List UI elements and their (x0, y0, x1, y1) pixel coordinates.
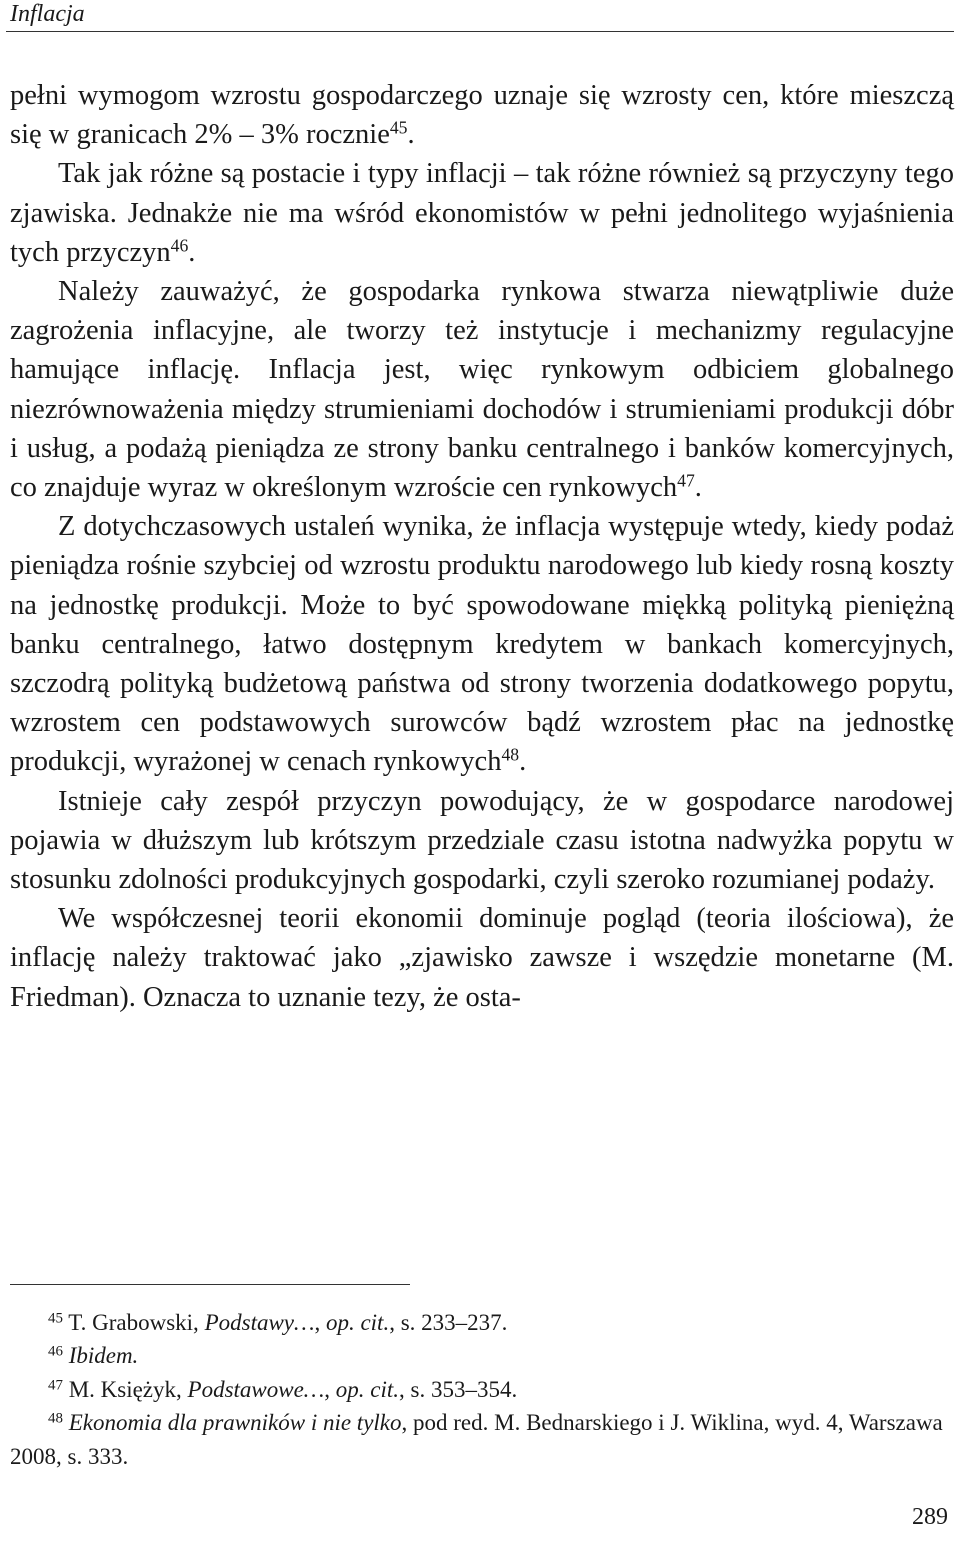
footnotes (10, 1306, 954, 1473)
paragraph-tail: . (188, 236, 196, 268)
paragraph-text: Istnieje cały zespół przyczyn powodujący, że w gospodarce narodowej pojawia w dłuższym lub krótszym przedziale czasu istotna nadwyżka popytu w stosunku zdolności produkcyjnych gospodarki, czyli szeroko rozumianej podaży. (10, 785, 954, 896)
footnote-number: 47 (48, 1377, 63, 1394)
footnote-ref: 48 (501, 744, 520, 765)
footnote-48 (10, 1406, 954, 1473)
paragraph-2 (10, 154, 954, 272)
footnote-number: 46 (48, 1343, 63, 1360)
footnote-opcit: op. cit. (325, 1310, 390, 1335)
footnote-title: Podstawy… (204, 1310, 315, 1335)
footnote-text: T. Grabowski, (68, 1310, 205, 1335)
footnote-title: Podstawowe… (187, 1376, 325, 1402)
footnote-title: Ekonomia dla prawników i nie tylko (68, 1410, 402, 1436)
footnote-47 (10, 1373, 954, 1406)
header-rule (6, 31, 954, 32)
footnote-number: 45 (48, 1310, 63, 1327)
paragraph-text: Z dotychczasowych ustaleń wynika, że inflacja występuje wtedy, kiedy podaż pieniądza rośnie szybciej od wzrostu produktu narodowego lub kiedy rosną koszty na jednostkę produkcji. Może to być spowodowane miękką polityką pieniężną banku centralnego, łatwo dostępnym kredytem w bankach komercyjnych, szczodrą polityką budżetową państwa od strony tworzenia dodatkowego popytu, wzrostem cen podstawowych surowców bądź wzrostem płac na jednostkę produkcji, wyrażonej w cenach rynkowych (10, 511, 954, 778)
footnote-opcit: op. cit. (335, 1376, 399, 1402)
footnote-ref: 45 (389, 117, 408, 138)
footnote-text: M. Księżyk, (68, 1376, 188, 1402)
footnote-46 (10, 1339, 954, 1372)
footnote-title: Ibidem. (68, 1343, 139, 1369)
paragraph-5 (10, 782, 954, 900)
footnote-45 (10, 1306, 954, 1339)
paragraph-tail: . (694, 472, 702, 504)
paragraph-4 (10, 507, 954, 781)
paragraph-3 (10, 272, 954, 507)
footnote-sep: , (314, 1310, 326, 1335)
paragraph-tail: . (519, 746, 527, 778)
body-text (10, 76, 954, 1017)
paragraph-text: pełni wymogom wzrostu gospodarczego uznaje się wzrosty cen, które mieszczą się w granicach 2% – 3% rocznie (10, 80, 954, 151)
footnote-rule (10, 1284, 410, 1285)
running-header: Inflacja (10, 1, 85, 27)
footnote-pages: , s. 233–237. (389, 1310, 508, 1335)
paragraph-text: Tak jak różne są postacie i typy inflacji – tak różne również są przyczyny tego zjawiska. Jednakże nie ma wśród ekonomistów w pełni jednolitego wyjaśnienia tych przyczyn (10, 158, 954, 268)
paragraph-1 (10, 76, 954, 154)
footnote-pages: , s. 353–354. (399, 1376, 518, 1402)
footnote-number: 48 (48, 1410, 63, 1427)
footnote-ref: 47 (677, 470, 695, 491)
paragraph-text: We współczesnej teorii ekonomii dominuje pogląd (teoria ilościowa), że inflację należy traktować jako „zjawisko zawsze i wszędzie monetarne (M. Friedman). Oznacza to uznanie tezy, że osta- (10, 903, 954, 1013)
paragraph-tail: . (407, 119, 415, 151)
paragraph-text: Należy zauważyć, że gospodarka rynkowa stwarza niewątpliwie duże zagrożenia inflacyjne, ale tworzy też instytucje i mechanizmy regulacyjne hamujące inflację. Inflacja jest, więc rynkowym odbiciem globalnego niezrównoważenia między strumieniami dochodów i strumieniami produkcji dóbr i usług, a podażą pieniądza ze strony banku centralnego i banków komercyjnych, co znajduje wyraz w określonym wzroście cen rynkowych (10, 276, 954, 504)
footnote-sep: , (324, 1376, 336, 1402)
footnote-ref: 46 (170, 235, 189, 256)
paragraph-6 (10, 899, 954, 1017)
page-number: 289 (912, 1504, 948, 1530)
footnote-text: , pod red. M. Bednarskiego i J. Wiklina, wyd. 4, Warszawa 2008, s. 333. (10, 1410, 943, 1469)
